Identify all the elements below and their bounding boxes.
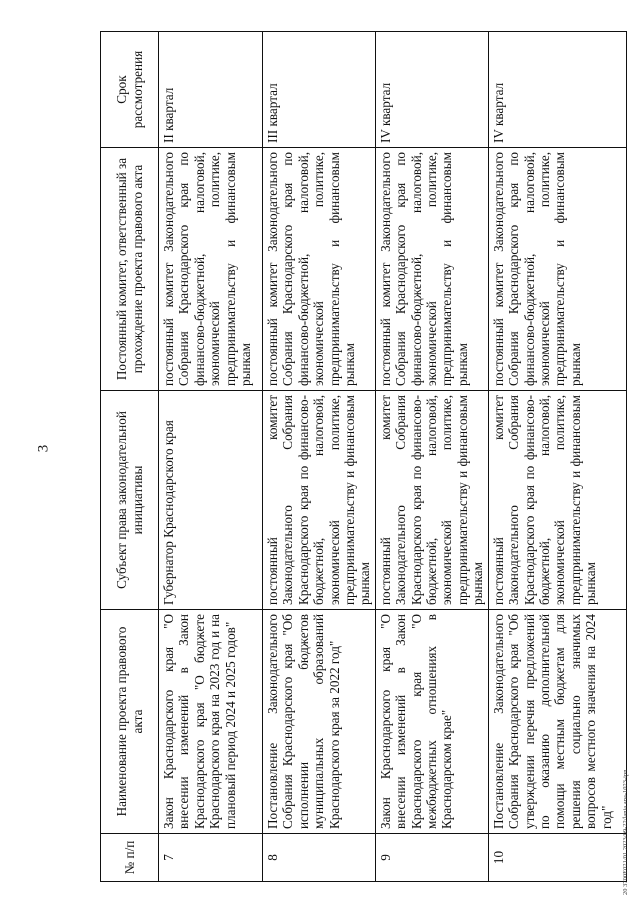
row-subject: постоянный комитет Законодательного Собрания Краснодарского края по финансово-бюджетной, налоговой, экономической политике, предпринимательству и финансовым рынкам (488, 391, 626, 610)
rotated-table-container (100, 32, 612, 882)
row-committee: постоянный комитет Законодательного Собрания Краснодарского края по финансово-бюджетной, налоговой, экономической политике, предпринимательству и финансовым рынкам (263, 148, 376, 391)
row-deadline: II квартал (159, 32, 263, 148)
page-number: 3 (35, 444, 52, 453)
row-committee: постоянный комитет Законодательного Собрания Краснодарского края по финансово-бюджетной, налоговой, экономической политике, предпринимательству и финансовым рынкам (375, 148, 488, 391)
legislation-plan-table (100, 31, 627, 882)
row-committee: постоянный комитет Законодательного Собрания Краснодарского края по финансово-бюджетной, налоговой, экономической политике, предпринимательству и финансовым рынкам (159, 148, 263, 391)
table-row (159, 32, 263, 882)
row-subject: постоянный комитет Законодательного Собрания Краснодарского края по финансово-бюджетной, налоговой, экономической политике, предпринимательству и финансовым рынкам (375, 391, 488, 610)
header-name: Наименование проекта правового акта (101, 610, 159, 834)
row-num: 8 (263, 834, 376, 882)
header-subject: Субъект права законодательной инициативы (101, 391, 159, 610)
row-num: 7 (159, 834, 263, 882)
table-row (375, 32, 488, 882)
table-header-row (101, 32, 159, 882)
header-committee: Постоянный комитет, ответственный за прохождение проекта правового акта (101, 148, 159, 391)
row-num: 10 (488, 834, 626, 882)
row-subject: постоянный комитет Законодательного Собрания Краснодарского края по финансово-бюджетной, налоговой, экономической политике, предпринимательству и финансовым рынкам (263, 391, 376, 610)
row-subject: Губернатор Краснодарского края (159, 391, 263, 610)
table-row (488, 32, 626, 882)
row-deadline: III квартал (263, 32, 376, 148)
header-deadline: Срок рассмотрения (101, 32, 159, 148)
row-name: Закон Краснодарского края "О внесении изменений в Закон Краснодарского края "О межбюджетных отношениях в Краснодарском крае" (375, 610, 488, 834)
row-deadline: IV квартал (488, 32, 626, 148)
header-num: № п/п (101, 834, 159, 882)
row-num: 9 (375, 834, 488, 882)
row-committee: постоянный комитет Законодательного Собрания Краснодарского края по финансово-бюджетной, налоговой, экономической политике, предпринимательству и финансовым рынкам (488, 148, 626, 391)
row-name: Постановление Законодательного Собрания Краснодарского края "Об утверждении перечня предложений по оказанию дополнительной помощи местным бюджетам для решения социально значимых вопросов местного значения на 2024 год" (488, 610, 626, 834)
row-deadline: IV квартал (375, 32, 488, 148)
table-row (263, 32, 376, 882)
row-name: Постановление Законодательного Собрания Краснодарского края "Об исполнении бюджетов муниципальных образований Краснодарского края за 2022 год" (263, 610, 376, 834)
footer-stamp: 20 3700E021/01 2023/09-22/lania ana-1023-ipn (622, 769, 629, 895)
row-name: Закон Краснодарского края "О внесении изменений в Закон Краснодарского края "О бюджете Краснодарского края на 2023 год и на плановый период 2024 и 2025 годов" (159, 610, 263, 834)
